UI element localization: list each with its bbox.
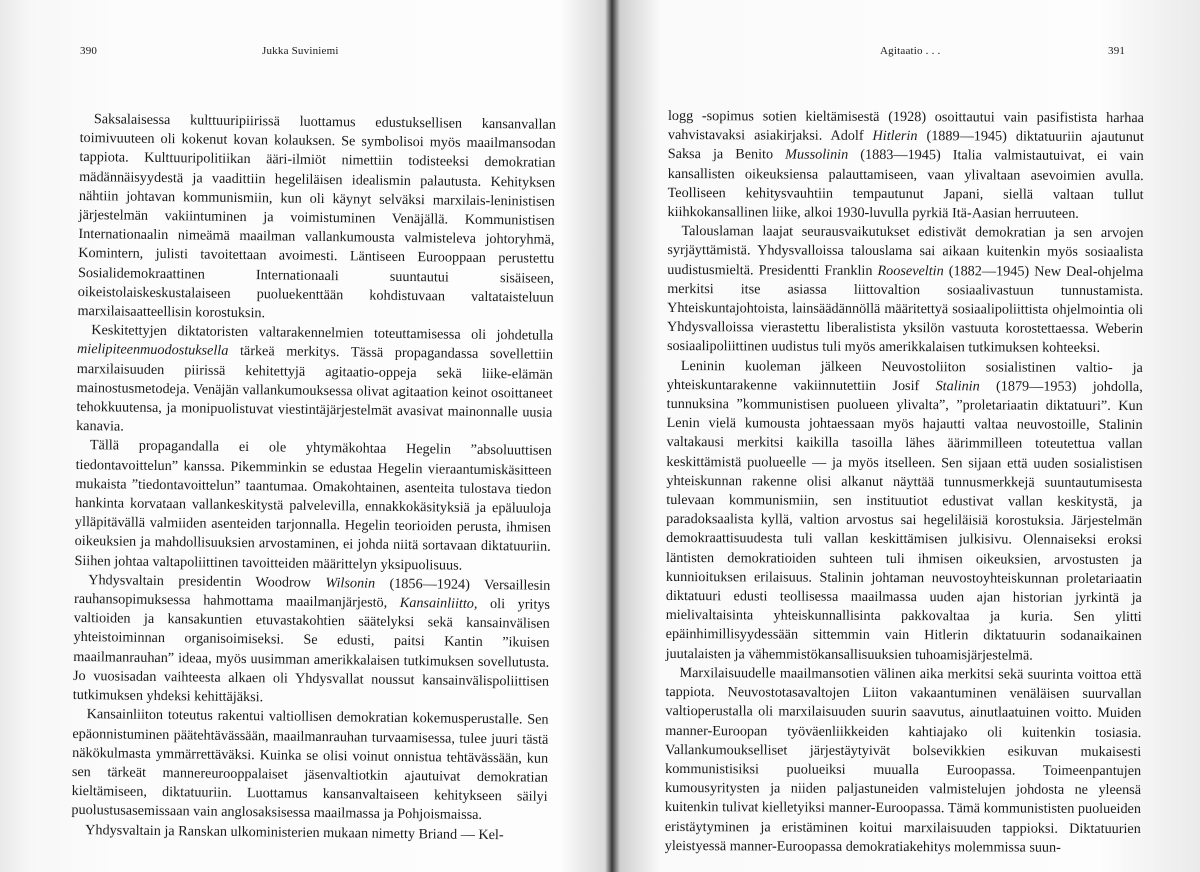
text-run: (1889—1945) diktatuuriin ajautunut Saksa ja Benito (667, 128, 1144, 163)
text-run: Yhdysvaltain ja Ranskan ulkoministerien mukaan nimetty Briand — Kel- (85, 821, 504, 843)
text-run: Talouslaman laajat seurausvaikutukset edistivät demokratian ja sen arvojen syrjäyttämistä. Yhdysvalloissa talouslama sai aikaan kuitenkin myös sosiaalista uudistusmieltä. Presidentti Franklin (667, 223, 1144, 279)
paragraph (667, 222, 1144, 358)
paragraph (77, 110, 556, 327)
paragraph (73, 571, 551, 711)
italic-text: mielipiteenmuodostuksella (76, 341, 229, 360)
italic-text: Kansainliitto, (399, 595, 478, 612)
text-run: (1883—1945) Italia valmistautuivat, ei vain kansallisten oikeuksiensa palauttamiseen, vaan ylivaltaan asevoimien avulla. Teolliseen kehitysvauhtiin tempautunut Japani, siellä valtaan tullut kiihkokansallinen liike, alkoi 1930-luvulla pyrkiä Itä-Aasian herruuteen. (667, 147, 1144, 222)
text-run: (1882—1945) New Deal-ohjelma merkitsi itse asiassa liittovaltion sosiaalivastuun tunnustamista. Yhteiskuntajohtoista, lainsäädännöllä määritettyä sosiaalipoliittista ohjelmointia oli Yhdysvalloissa vierastettu liberalistista yksilön vastuuta korostettaessa. Weberin sosiaalipoliittinen uudistus tuli myös amerikkalaisen tutkimuksen kohteeksi. (666, 262, 1144, 357)
text-run: logg -sopimus sotien kieltämisestä (1928) osoittautui vain pasifistista harhaa vahvistavaksi asiakirjaksi. Adolf (667, 107, 1144, 145)
text-run: (1856—1924) Versaillesin rauhansopimuksessa hahmottama maailmanjärjestö, (73, 575, 551, 612)
body-text (665, 107, 1144, 858)
paragraph (666, 357, 1143, 666)
paragraph (667, 107, 1143, 224)
paragraph (71, 705, 548, 826)
body-text (71, 110, 556, 845)
italic-text: Rooseveltin (877, 262, 944, 279)
italic-text: Hitlerin (872, 128, 918, 145)
text-run: (1879—1953) johdolla, tunnuksina ”kommunistisen puolueen ylivalta”, ”proletariaatin diktatuuri”. Kun Lenin vielä kumousta johtaessaan myös hajautti valtaa neuvostoille, Stalinin valtakausi merkitsi kaikilla tasoilla lähes äärimmilleen toteutettua vallan keskittämistä puolueelle — ja myös itselleen. Sen sijaan että uuden sosialistisen yhteiskunnan rakenne olisi alkanut näyttää tunnusmerkkejä suuntautumisesta tulevaan kommunismiin, sen instituutiot edustivat vallan keskitystä, ja paradoksaalista kyllä, valtion arvostus sai hegeliläisiä korostuksia. Järjestelmän demokraattisuudesta tuli vallan keskittämisen julkisivu. Olennaiseksi eroksi läntisten demokratioiden suhteen tuli ihmisen oikeuksien, arvostusten ja kunnioituksen erilaisuus. Stalinin johtaman neuvostoyhteiskunnan proletariaatin diktatuuri edusti teollisessa maailmassa uuden ajan historian jyrkintä ja mielivaltaisinta yhteiskunnallisinta pakkovaltaa ja kuria. Sen ylitti epäinhimillisyydessään sittemmin vain Hitlerin diktatuurin sodanaikainen juutalaisten ja vähemmistökansallisuuksien tuhoamisjärjestelmä. (665, 378, 1143, 664)
running-title: Agitaatio . . . (880, 45, 941, 57)
text-run: Saksalaisessa kulttuuripiirissä luottamus edustuksellisen kansanvallan toimivuuteen oli kokenut kovan kolauksen. Se symbolisoi myös maailmansodan tappiota. Kulttuuripolitiikan ääri-ilmiöt nimettiin todisteeksi demokratian mädännäisyydestä ja vaadittiin hegeliläisen idealismin palautusta. Kehityksen nähtiin johtavan kommunismiin, kun oli käynyt selväksi marxilais-leninistisen järjestelmän vakiintuminen ja voimistuminen Venäjällä. Kommunistisen Internationaalin nimeämä maailman vallankumousta valmisteleva johtoryhmä, Komintern, julisti tavoitettaan avoimesti. Läntiseen Eurooppaan perustettu Sosialidemokraattinen Internationaali suuntautui sisäiseen, oikeistolaiskeskustalaiseen puoluekenttään kohdistuvaan valtataisteluun marxilaisaatteellisin korostuksin. (77, 111, 556, 322)
page-number: 391 (1108, 45, 1126, 57)
italic-text: Stalinin (935, 378, 980, 395)
paragraph (74, 436, 552, 576)
text-run: Marxilaisuudelle maailmansotien välinen aika merkitsi sekä suurinta voittoa että tappiota. Neuvostotasavaltojen Liiton vakaantuminen venäläisen suurvallan valtioperustalla oli marxilaisuuden suurin saavutus, ainutlaatuinen voitto. Muiden manner-Euroopan työväenliikkeiden kahtiajako oli kuitenkin tosiasia. Vallankumoukselliset järjestäytyivät bolsevikkien esikuvan mukaisesti kommunistisiksi puolueiksi muualla Euroopassa. Toimeenpantujen kumousyritysten ja niiden paljastuneiden valmistelujen johdosta ne yleensä kuitenkin tulivat kielletyiksi manner-Euroopassa. Tämä kommunististen puolueiden eristäytyminen ja eristäminen koitui marxilaisuuden tappioksi. Diktatuurien yleistyessä manner-Euroopassa demokratiakehitys molemmissa suun- (664, 664, 1142, 856)
running-title: Jukka Suviniemi (262, 45, 339, 57)
text-run: Yhdysvaltain presidentin Woodrow (88, 572, 326, 591)
text-run: Leninin kuoleman jälkeen Neuvostoliiton sosialistinen valtio- ja yhteiskuntarakenne vakiinnutettiin Josif (666, 357, 1143, 395)
paragraph (665, 664, 1142, 858)
text-run: Kansainliiton toteutus rakentui valtiollisen demokratian kokemusperustalle. Sen epäonnistuminen päätehtävässään, maailmanrauhan turvaamisessa, tulee juuri tästä näkökulmasta ymmärrettäväksi. Kuinka se olisi voinut onnistua tehtävässään, kun sen tärkeät mannereurooppalaiset jäsenvaltiotkin ajautuivat demokratian kieltämiseen, diktatuuriin. Luottamus kansanvaltaiseen kehitykseen säilyi puolustusasemissaan vain anglosaksisessa maailmassa ja Pohjoismaissa. (71, 706, 549, 824)
text-run: oli yritys valtioiden ja kansakuntien etuvastakohtien säätelyksi sekä kansainvälisen yhteistoiminnan organisoimiseksi. Se edusti, paitsi Kantin ”ikuisen maailmanrauhan” ideaa, myös uusimman amerikkalaisen tutkimuksen sovellutusta. Jo vuosisadan vaihteesta alkaen oli Yhdysvallat noussut kansainvälispoliittisen tutkimuksen yhdeksi kehittäjäksi. (72, 595, 551, 706)
right-page (612, 0, 1200, 872)
text-run: tärkeä merkitys. Tässä propagandassa sovellettiin marxilaisuuden piirissä kehitettyjä agitaatio-oppeja sekä liike-elämän mainostusmetodeja. Venäjän vallankumouksessa olivat agitaation keinot osoittaneet tehokkuutensa, ja monipuolistuvat viestintäjärjestelmät avasivat mainonnalle uusia kanavia. (76, 343, 554, 435)
page-number: 390 (80, 45, 98, 57)
text-run: Tällä propagandalla ei ole yhtymäkohtaa Hegelin ”absoluuttisen tiedontavoittelun” kanssa. Pikemminkin se edustaa Hegelin vieraantumiskäsitteen mukaista ”tiedontavoittelun” taantumaa. Omakohtainen, asenteita tulostava tiedon hankinta korvataan vallankeskitystä palvelevilla, ennakkokäsityksiä ja epäluuloja ylläpitävällä valmiiden asenteiden tarjonnalla. Hegelin teorioiden perusta, ihmisen oikeuksien ja mahdollisuuksien arvostaminen, ei johda niitä sortavaan diktatuuriin. Siihen johtaa valtapoliittinen tavoitteiden määrittelyn yksipuolisuus. (74, 437, 552, 574)
italic-text: Mussolinin (785, 146, 849, 164)
italic-text: Wilsonin (325, 574, 376, 592)
text-run: Keskitettyjen diktatoristen valtarakennelmien toteuttamisessa oli johdetulla (91, 322, 554, 345)
paragraph (76, 321, 553, 442)
